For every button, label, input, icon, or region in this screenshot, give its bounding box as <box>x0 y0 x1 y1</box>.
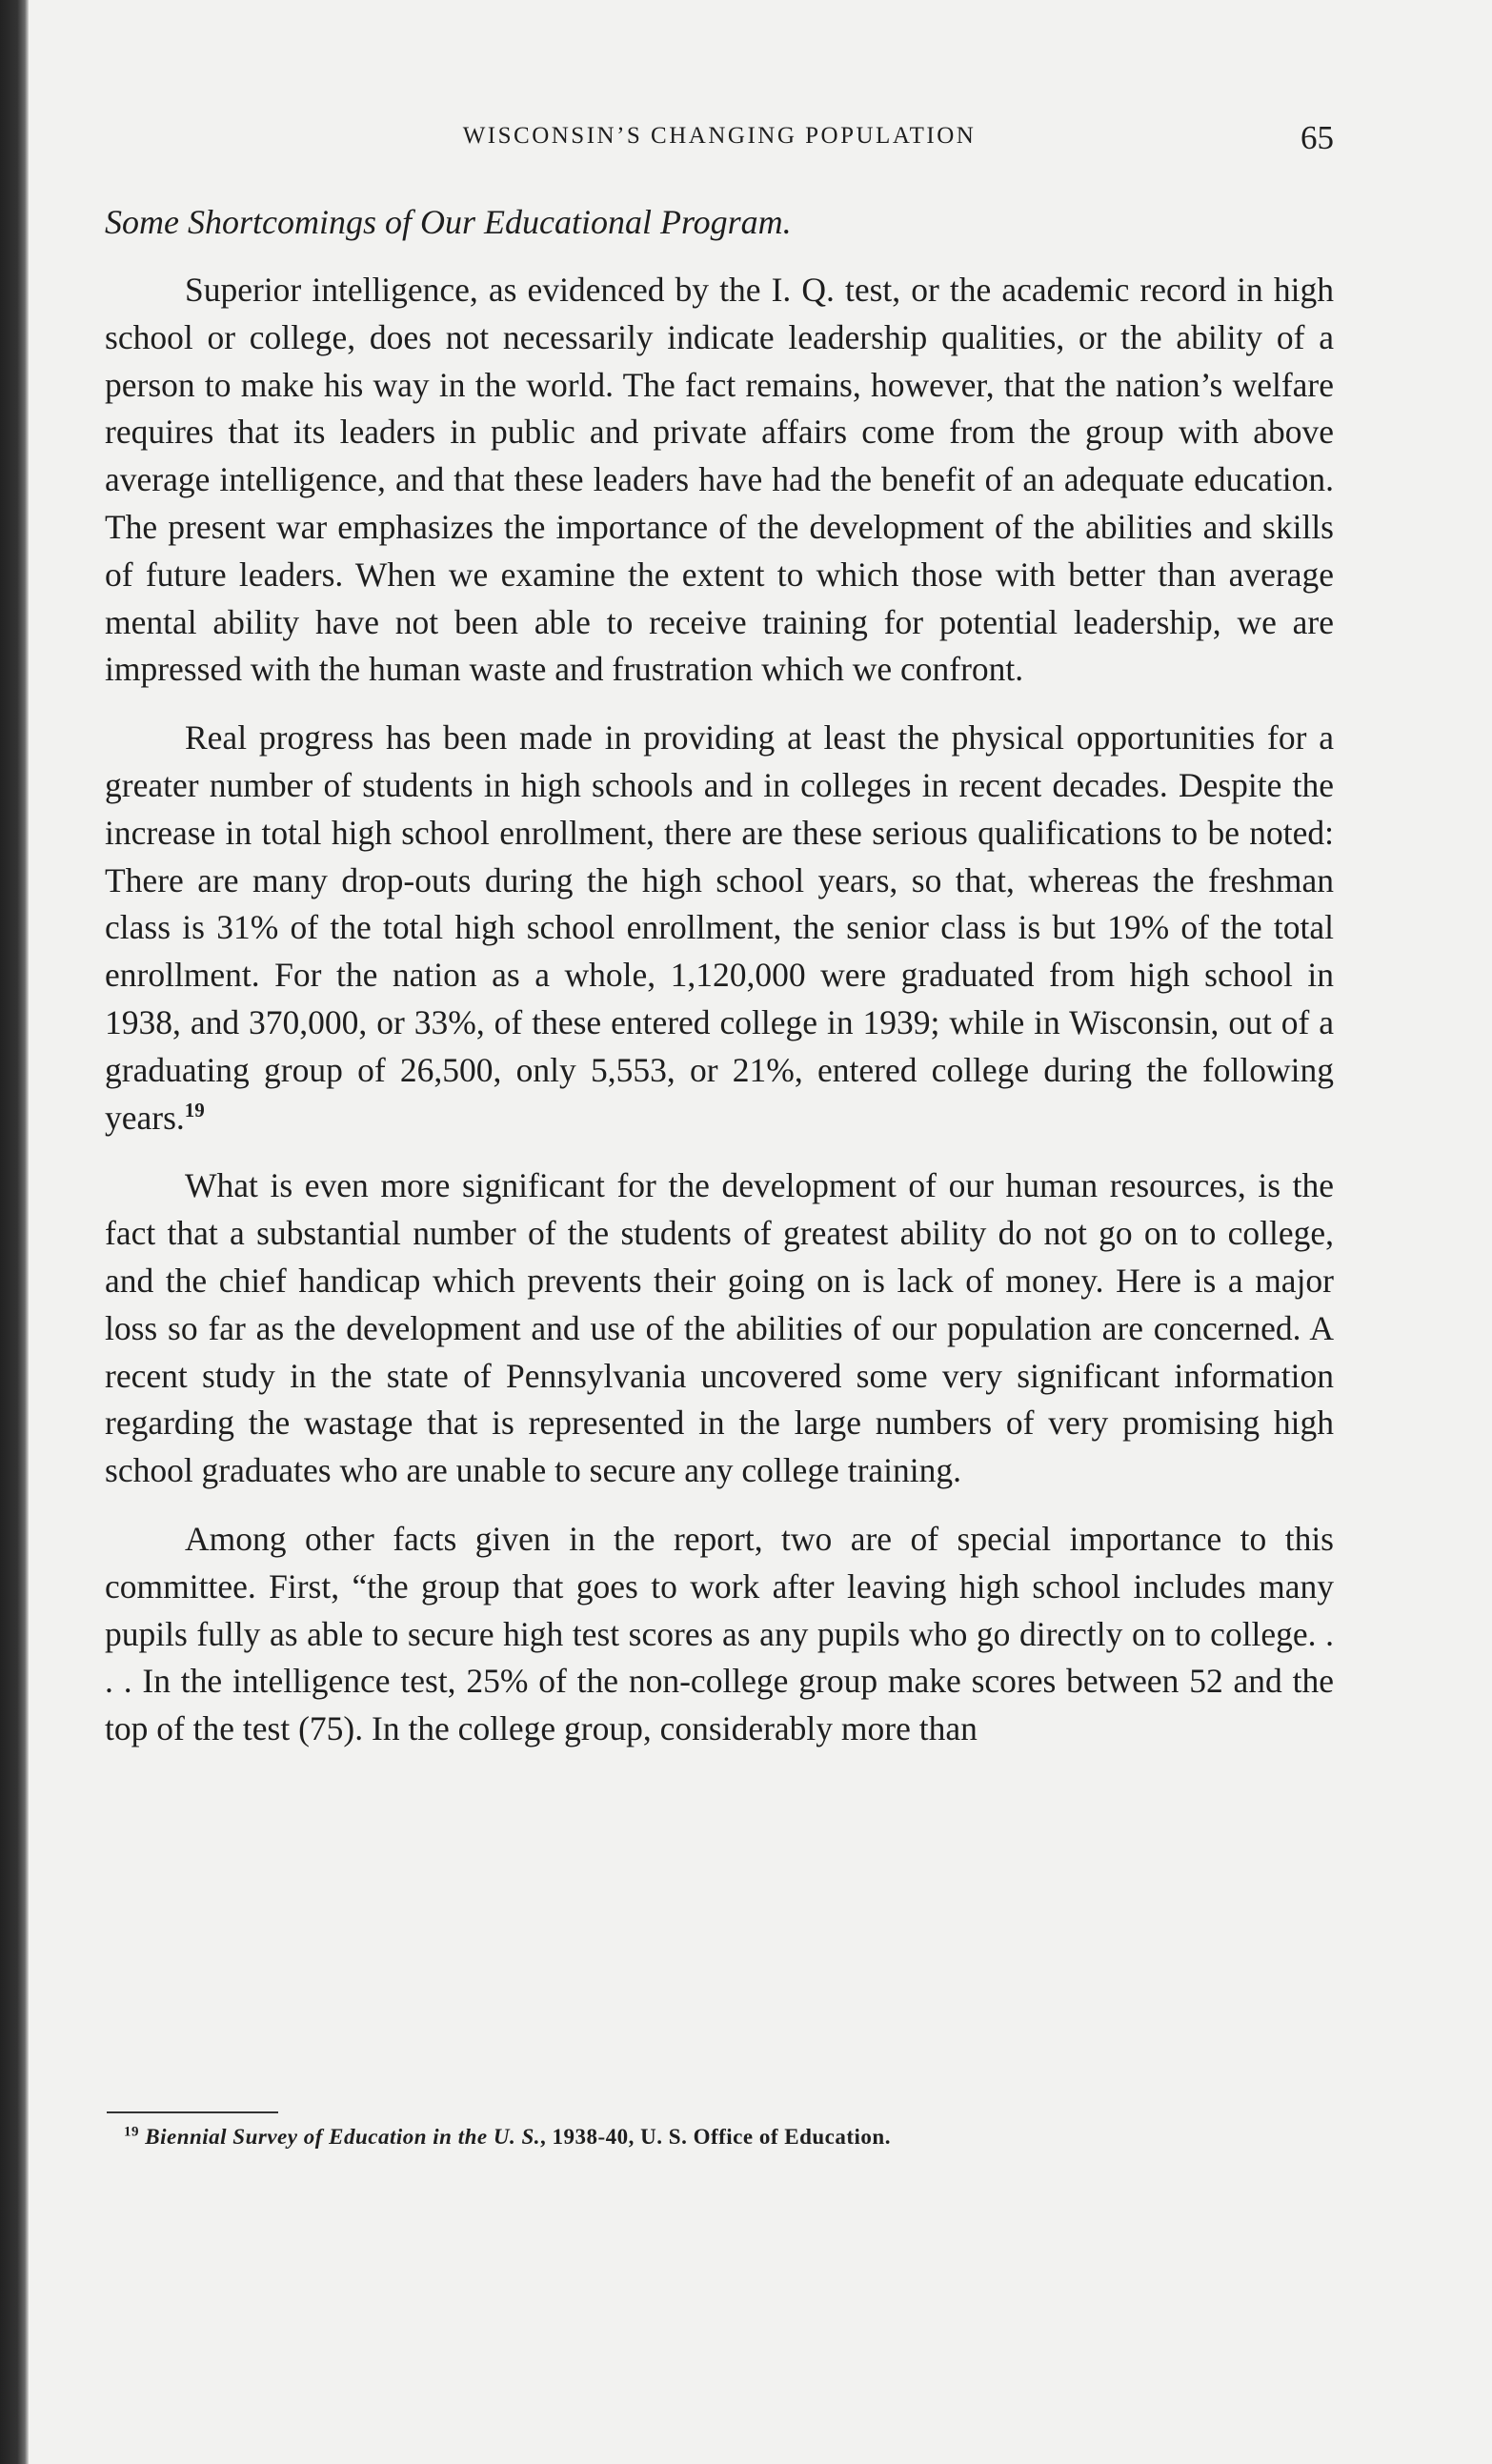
body-text <box>105 267 1334 1774</box>
running-title: WISCONSIN’S CHANGING POPULATION <box>462 123 977 149</box>
footnote-divider <box>107 2111 278 2113</box>
footnote <box>124 2125 1324 2150</box>
paragraph <box>105 1162 1334 1495</box>
running-head <box>105 119 1334 157</box>
paragraph-text: Real progress has been made in providing at least the physical opportunities for a greater number of students in high schools and in colleges in recent decades. Despite the increase in total high school enrollment, there are these serious qualifications to be noted: There are many drop-outs during the high school years, so that, whereas the freshman class is 31% of the total high school enrollment, the senior class is but 19% of the total enrollment. For the nation as a whole, 1,120,000 were graduated from high school in 1938, and 370,000, or 33%, of these entered college in 1939; while in Wisconsin, out of a graduating group of 26,500, only 5,553, or 21%, entered college during the following years. <box>105 718 1334 1137</box>
footnote-reference: 19 <box>184 1098 205 1121</box>
paragraph <box>105 1516 1334 1753</box>
paragraph-text: Among other facts given in the report, two are of special importance to this committee. First, “the group that goes to work after leaving high school includes many pupils fully as able to secure high test scores as any pupils who go directly on to college. . . . In the intelligence test, 25% of the non-college group make scores between 52 and the top of the test (75). In the college group, considerably more than <box>105 1519 1334 1748</box>
footnote-source: , 1938-40, U. S. Office of Education. <box>540 2125 891 2149</box>
book-page <box>105 0 1334 2464</box>
paragraph <box>105 267 1334 694</box>
footnote-mark: 19 <box>124 2124 139 2140</box>
paragraph-text: Superior intelligence, as evidenced by the I. Q. test, or the academic record in high school or college, does not necessarily indicate leadership qualities, or the ability of a person to make his way in the world. The fact remains, however, that the nation’s welfare requires that its leaders in public and private affairs come from the group with above average intelligence, and that these leaders have had the benefit of an adequate education. The present war emphasizes the importance of the development of the abilities and skills of future leaders. When we examine the extent to which those with better than average mental ability have not been able to receive training for potential leadership, we are impressed with the human waste and frustration which we confront. <box>105 271 1334 689</box>
page-number: 65 <box>1300 119 1334 156</box>
paragraph <box>105 715 1334 1141</box>
paragraph-text: What is even more significant for the development of our human resources, is the fact that a substantial number of the students of greatest ability do not go on to college, and the chief handicap which prevents their going on is lack of money. Here is a major loss so far as the development and use of the abilities of our population are concerned. A recent study in the state of Pennsylvania uncovered some very significant information regarding the wastage that is represented in the large numbers of very promising high school graduates who are unable to secure any college training. <box>105 1166 1334 1490</box>
footnote-title: Biennial Survey of Education in the U. S. <box>145 2125 541 2149</box>
section-title: Some Shortcomings of Our Educational Program. <box>105 203 792 241</box>
page-binding-edge <box>0 0 29 2464</box>
